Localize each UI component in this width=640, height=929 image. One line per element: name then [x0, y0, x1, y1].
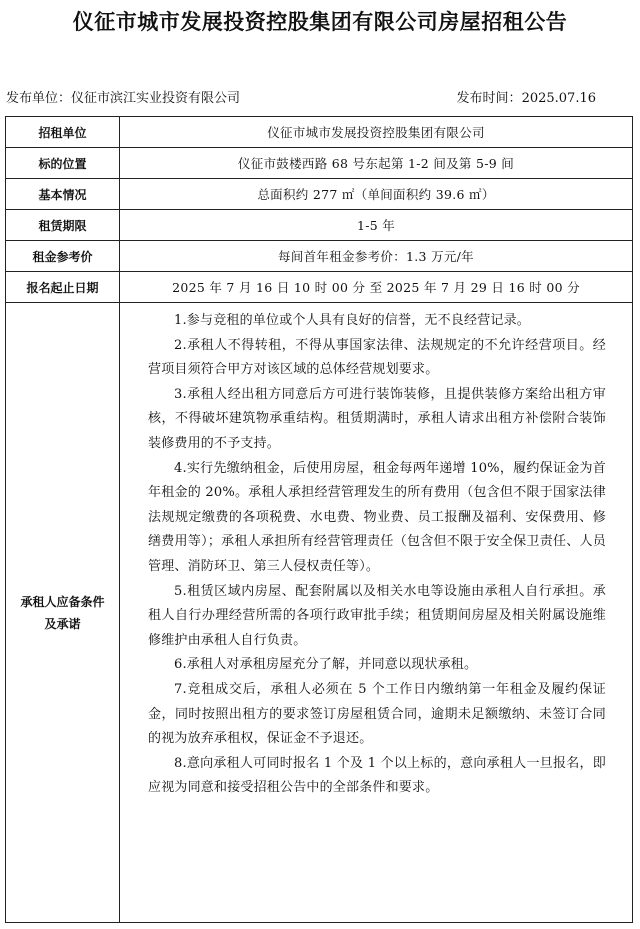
table-row	[6, 303, 633, 923]
condition-item: 4.实行先缴纳租金，后使用房屋，租金每两年递增 10%，履约保证金为首年租金的 20%。承租人承担经营管理发生的所有费用（包含但不限于国家法律法规规定缴费的各项税费、水电费、物业费、员工报酬及福利、安保费用、修缮费用等）；承租人承担所有经营管理责任（包含但不限于安全保卫责任、人员管理、消防环卫、第三人侵权责任等）。	[148, 460, 606, 574]
condition-item: 5.租赁区域内房屋、配套附属以及相关水电等设施由承租人自行承担。承租人自行办理经营所需的各项行政审批手续；租赁期间房屋及相关附属设施维修维护由承租人自行负责。	[148, 583, 606, 648]
condition-item: 3.承租人经出租方同意后方可进行装饰装修，且提供装修方案给出租方审核，不得破坏建筑物承重结构。租赁期满时，承租人请求出租方补偿附合装饰装修费用的不予支持。	[148, 386, 606, 451]
table-row	[6, 241, 633, 272]
condition-item: 2.承租人不得转租，不得从事国家法律、法规规定的不允许经营项目。经营项目须符合甲方对该区域的总体经营规划要求。	[148, 337, 606, 378]
table-row	[6, 210, 633, 241]
table-row	[6, 117, 633, 148]
publish-time-value: 2025.07.16	[521, 91, 596, 106]
condition-item: 7.竞租成交后，承租人必须在 5 个工作日内缴纳第一年租金及履约保证金，同时按照出租方的要求签订房屋租赁合同，逾期未足额缴纳、未签订合同的视为放弃承租权，保证金不予退还。	[148, 681, 606, 747]
row-label-lessor: 招租单位	[6, 117, 120, 148]
row-label-lease-term: 租赁期限	[6, 210, 120, 241]
row-value-registration-period: 2025 年 7 月 16 日 10 时 00 分 至 2025 年 7 月 29 日 16 时 00 分	[120, 272, 633, 303]
publisher-value: 仪征市滨江实业投资有限公司	[71, 91, 241, 106]
page-title: 仪征市城市发展投资控股集团有限公司房屋招租公告	[72, 10, 568, 34]
publisher-line	[6, 87, 240, 106]
row-value-reference-rent: 每间首年租金参考价：1.3 万元/年	[120, 241, 633, 272]
conditions-list	[120, 303, 633, 923]
condition-item: 6.承租人对承租房屋充分了解，并同意以现状承租。	[174, 657, 478, 673]
row-label-registration-period: 报名起止日期	[6, 272, 120, 303]
row-value-location: 仪征市鼓楼西路 68 号东起第 1-2 间及第 5-9 间	[120, 148, 633, 179]
row-value-basic-info: 总面积约 277 ㎡（单间面积约 39.6 ㎡）	[120, 179, 633, 210]
publish-time-label: 发布时间：	[456, 91, 522, 106]
row-label-conditions	[6, 303, 120, 923]
row-value-lease-term: 1-5 年	[120, 210, 633, 241]
row-label-reference-rent: 租金参考价	[6, 241, 120, 272]
conditions-label-line1: 承租人应备条件	[20, 594, 105, 609]
notice-table	[5, 116, 633, 923]
condition-item: 1.参与竞租的单位或个人具有良好的信誉，无不良经营记录。	[174, 313, 531, 328]
publisher-label: 发布单位：	[6, 91, 72, 106]
table-row	[6, 148, 633, 179]
condition-item: 8.意向承租人可同时报名 1 个及 1 个以上标的，意向承租人一旦报名，即应视为同意和接受招租公告中的全部条件和要求。	[148, 755, 606, 796]
conditions-label-line2: 及承诺	[44, 616, 81, 631]
row-label-location: 标的位置	[6, 148, 120, 179]
row-label-basic-info: 基本情况	[6, 179, 120, 210]
table-row	[6, 179, 633, 210]
row-value-lessor: 仪征市城市发展投资控股集团有限公司	[120, 117, 633, 148]
table-row	[6, 272, 633, 303]
publish-time-line	[457, 87, 596, 106]
